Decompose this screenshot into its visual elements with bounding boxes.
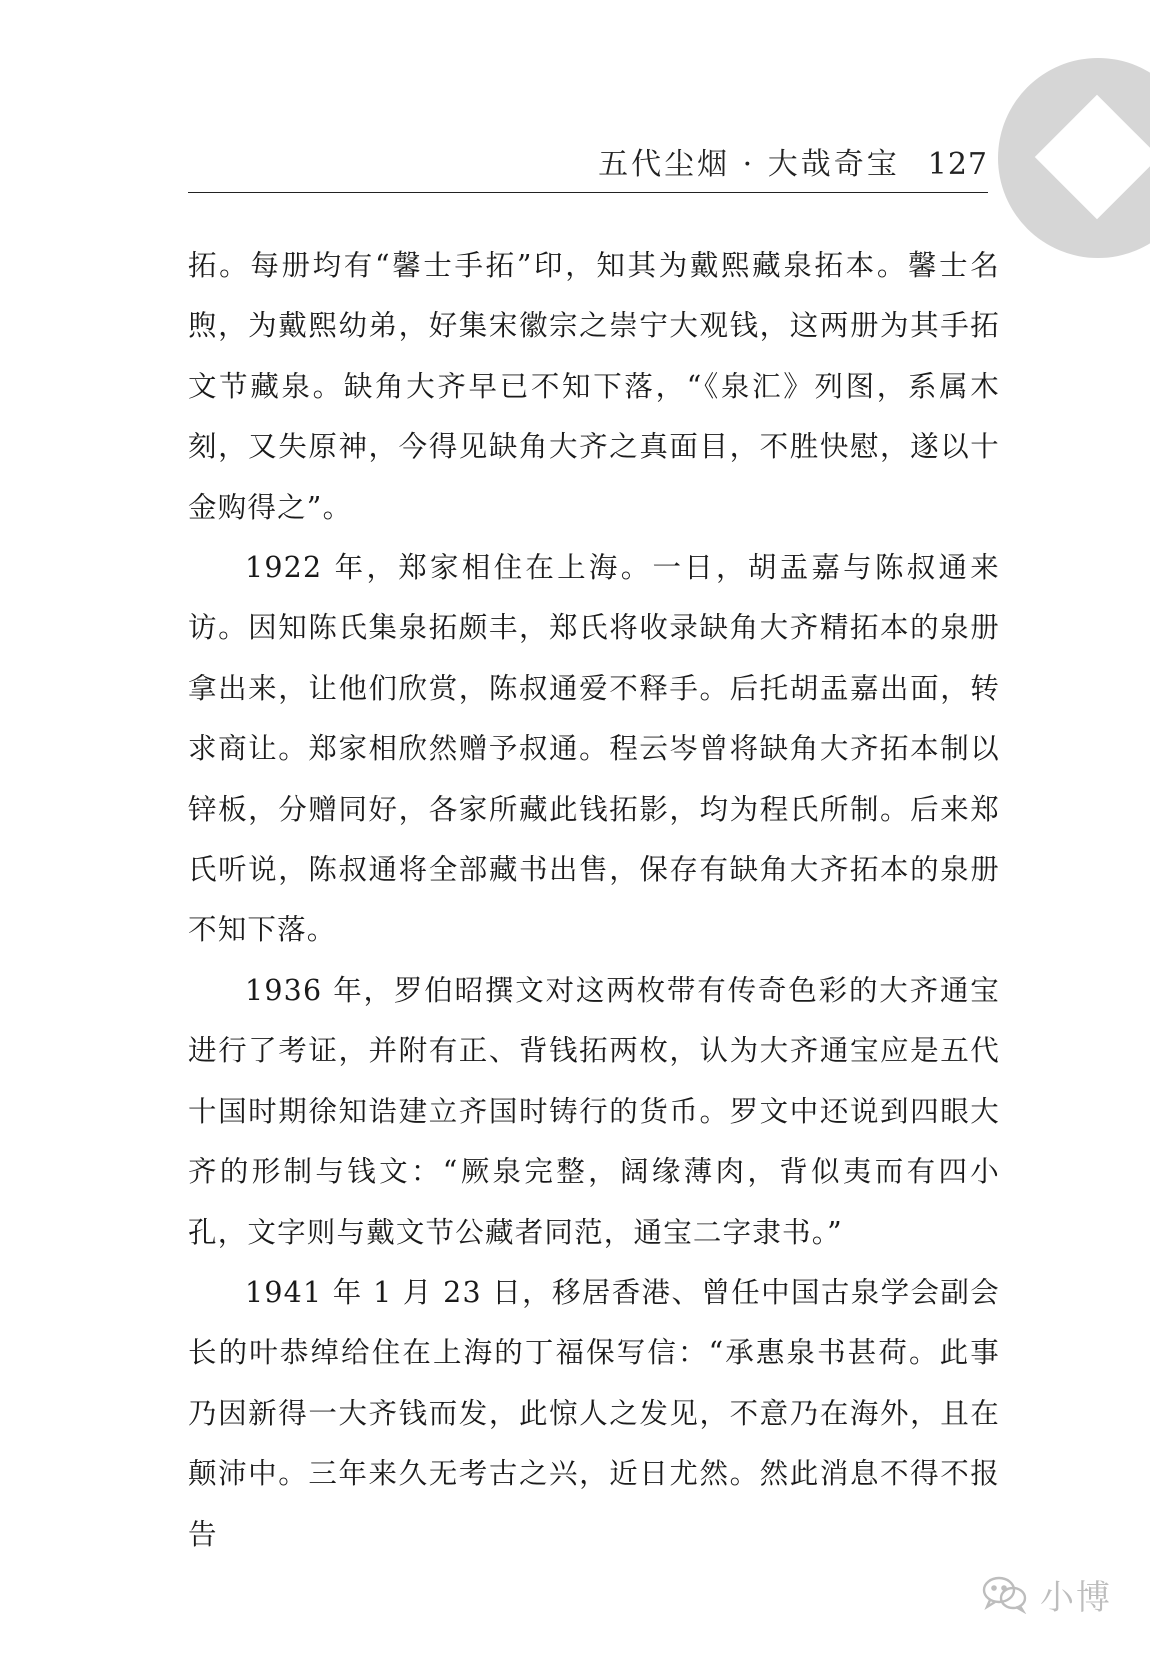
running-header	[188, 140, 988, 190]
watermark-text: 小博	[1040, 1577, 1112, 1618]
wechat-icon	[980, 1574, 1030, 1614]
paragraph-1: 拓。每册均有“馨士手拓”印，知其为戴熙藏泉拓本。馨士名煦，为戴熙幼弟，好集宋徽宗之崇宁大观钱，这两册为其手拓文节藏泉。缺角大齐早已不知下落，“《泉汇》列图，系属木刻，又失原神，今得见缺角大齐之真面目，不胜快慰，遂以十金购得之”。	[188, 249, 1000, 524]
header-title: 五代尘烟 · 大哉奇宝	[598, 147, 900, 182]
paragraph-3: 1936 年，罗伯昭撰文对这两枚带有传奇色彩的大齐通宝进行了考证，并附有正、背钱拓两枚，认为大齐通宝应是五代十国时期徐知诰建立齐国时铸行的货币。罗文中还说到四眼大齐的形制与钱文：“厥泉完整，阔缘薄肉，背似夷而有四小孔，文字则与戴文节公藏者同范，通宝二字隶书。”	[188, 973, 1000, 1249]
body-text	[188, 236, 1000, 1565]
page-number: 127	[927, 147, 988, 182]
paragraph-2: 1922 年，郑家相住在上海。一日，胡盂嘉与陈叔通来访。因知陈氏集泉拓颇丰，郑氏将收录缺角大齐精拓本的泉册拿出来，让他们欣赏，陈叔通爱不释手。后托胡盂嘉出面，转求商让。郑家相欣然赠予叔通。程云岑曾将缺角大齐拓本制以锌板，分赠同好，各家所藏此钱拓影，均为程氏所制。后来郑氏听说，陈叔通将全部藏书出售，保存有缺角大齐拓本的泉册不知下落。	[188, 551, 1000, 947]
paragraph-4: 1941 年 1 月 23 日，移居香港、曾任中国古泉学会副会长的叶恭绰给住在上海的丁福保写信：“承惠泉书甚荷。此事乃因新得一大齐钱而发，此惊人之发见，不意乃在海外，且在颠沛中。三年来久无考古之兴，近日尤然。然此消息不得不报告	[188, 1275, 1000, 1551]
header-rule	[188, 192, 988, 193]
watermark	[980, 1572, 1112, 1616]
